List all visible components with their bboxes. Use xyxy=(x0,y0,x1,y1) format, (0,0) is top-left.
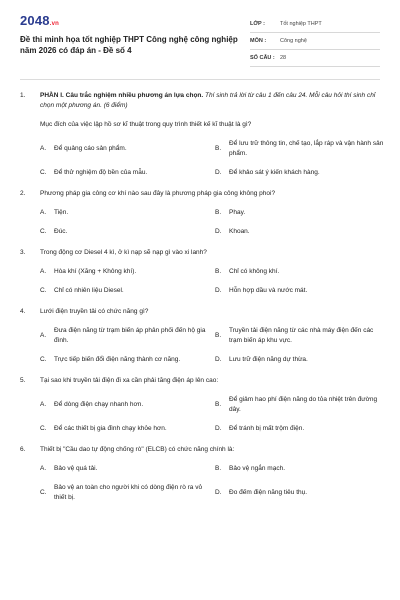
option-letter: B. xyxy=(215,401,222,408)
question-number: 2. xyxy=(20,190,26,197)
logo-text: 2048 xyxy=(20,13,50,28)
option-text: Để lưu trữ thông tin, chế tạo, lắp ráp và vận hành sản phẩm. xyxy=(229,140,384,157)
option-d[interactable] xyxy=(215,227,390,237)
question-number: 5. xyxy=(20,377,26,384)
question-number: 4. xyxy=(20,308,26,315)
option-letter: D. xyxy=(215,425,222,432)
option-b[interactable] xyxy=(215,464,390,474)
question-6 xyxy=(20,445,380,503)
option-a[interactable] xyxy=(40,464,215,474)
question-text: Tại sao khi truyền tải điện đi xa cần phải tăng điện áp lên cao: xyxy=(40,377,219,384)
option-text: Đo đếm điện năng tiêu thụ. xyxy=(229,489,308,496)
option-text: Đưa điện năng từ trạm biến áp phân phối đến hộ gia đình. xyxy=(54,327,206,344)
question-text: Lưới điện truyền tải có chức năng gì? xyxy=(40,308,149,315)
option-text: Để thử nghiệm độ bền của mẫu. xyxy=(54,169,148,176)
option-a[interactable] xyxy=(40,139,215,159)
option-text: Để quảng cáo sản phẩm. xyxy=(54,145,127,152)
meta-value: Công nghệ xyxy=(280,38,307,44)
answer-options xyxy=(40,267,380,296)
header-divider xyxy=(20,79,380,80)
question-row xyxy=(20,248,380,258)
answer-options xyxy=(40,326,380,365)
option-b[interactable] xyxy=(215,267,390,277)
question-3 xyxy=(20,248,380,296)
exam-header xyxy=(20,0,380,67)
question-number: 1. xyxy=(20,92,26,99)
option-letter: A. xyxy=(40,145,47,152)
option-letter: C. xyxy=(40,287,47,294)
option-letter: D. xyxy=(215,489,222,496)
option-c[interactable] xyxy=(40,168,215,178)
meta-label: LỚP : xyxy=(250,21,265,27)
option-text: Bảo vệ an toàn cho người khi có dòng điện rò ra vỏ thiết bị. xyxy=(54,484,203,501)
option-letter: A. xyxy=(40,268,47,275)
option-letter: C. xyxy=(40,356,47,363)
option-a[interactable] xyxy=(40,267,215,277)
meta-value: Tốt nghiệp THPT xyxy=(280,21,322,27)
option-text: Lưu trữ điện năng dự thừa. xyxy=(229,356,308,363)
answer-options xyxy=(40,395,380,434)
option-letter: A. xyxy=(40,332,47,339)
question-row xyxy=(20,445,380,455)
option-d[interactable] xyxy=(215,483,390,503)
option-letter: D. xyxy=(215,169,222,176)
option-b[interactable] xyxy=(215,208,390,218)
option-text: Trực tiếp biến đổi điện năng thành cơ năng. xyxy=(54,356,181,363)
question-row xyxy=(20,307,380,317)
option-text: Để giảm hao phí điện năng do tỏa nhiệt trên đường dây. xyxy=(229,396,378,413)
section-text xyxy=(40,91,380,111)
option-letter: B. xyxy=(215,145,222,152)
option-d[interactable] xyxy=(215,355,390,365)
question-2 xyxy=(20,189,380,237)
option-d[interactable] xyxy=(215,286,390,296)
section-heading xyxy=(20,91,380,111)
option-text: Chỉ có không khí. xyxy=(229,268,280,275)
question-text: Thiết bị "Cầu dao tự động chống rò" (ELCB) có chức năng chính là: xyxy=(40,446,235,453)
question-text: Phương pháp gia công cơ khí nào sau đây là phương pháp gia công không phoi? xyxy=(40,190,276,197)
option-letter: A. xyxy=(40,401,47,408)
question-5 xyxy=(20,376,380,434)
question-row xyxy=(20,189,380,199)
answer-options xyxy=(40,464,380,503)
meta-row-class xyxy=(250,16,380,33)
question-number: 6. xyxy=(20,446,26,453)
option-c[interactable] xyxy=(40,355,215,365)
header-left xyxy=(20,14,250,67)
option-text: Chỉ có nhiên liệu Diesel. xyxy=(54,287,124,294)
meta-row-count xyxy=(250,50,380,67)
option-text: Tiện. xyxy=(54,209,69,216)
meta-row-subject xyxy=(250,33,380,50)
option-letter: C. xyxy=(40,228,47,235)
option-text: Để dòng điện chạy nhanh hơn. xyxy=(54,401,144,408)
option-d[interactable] xyxy=(215,424,390,434)
option-d[interactable] xyxy=(215,168,390,178)
option-text: Phay. xyxy=(229,209,246,216)
option-c[interactable] xyxy=(40,286,215,296)
option-text: Để các thiết bị gia đình chạy khỏe hơn. xyxy=(54,425,167,432)
option-letter: C. xyxy=(40,169,47,176)
option-letter: A. xyxy=(40,465,47,472)
answer-options xyxy=(40,208,380,237)
site-logo[interactable] xyxy=(20,14,250,31)
option-text: Bảo vệ ngắn mạch. xyxy=(229,465,286,472)
option-a[interactable] xyxy=(40,395,215,415)
option-c[interactable] xyxy=(40,424,215,434)
option-text: Để tránh bị mất trộm điện. xyxy=(229,425,305,432)
meta-value: 28 xyxy=(280,55,287,61)
question-number: 3. xyxy=(20,249,26,256)
answer-options xyxy=(40,139,384,178)
option-letter: B. xyxy=(215,268,222,275)
option-c[interactable] xyxy=(40,483,215,503)
option-letter: B. xyxy=(215,332,222,339)
option-text: Truyền tải điện năng từ các nhà máy điện đến các trạm biến áp khu vực. xyxy=(229,327,374,344)
option-text: Hỗn hợp dầu và nước mát. xyxy=(229,287,308,294)
option-letter: A. xyxy=(40,209,47,216)
option-text: Để khảo sát ý kiến khách hàng. xyxy=(229,169,320,176)
option-a[interactable] xyxy=(40,208,215,218)
question-row xyxy=(20,376,380,386)
question-row xyxy=(20,120,380,130)
option-letter: C. xyxy=(40,425,47,432)
option-letter: B. xyxy=(215,209,222,216)
option-text: Hòa khí (Xăng + Không khí). xyxy=(54,268,137,275)
option-b[interactable] xyxy=(215,139,390,159)
option-letter: B. xyxy=(215,465,222,472)
logo-suffix: .vn xyxy=(49,21,60,27)
section-title: PHẦN I. Câu trắc nghiệm nhiều phương án lựa chọn. xyxy=(40,92,204,99)
option-letter: D. xyxy=(215,356,222,363)
section-instruction: Thí sinh trả lời từ câu 1 đến câu 24. Mỗi câu hỏi thí sinh chỉ chọn một phương án. (6 điểm) xyxy=(40,92,376,109)
question-1 xyxy=(20,91,384,178)
meta-label: SỐ CÂU : xyxy=(250,55,275,61)
option-letter: C. xyxy=(40,489,47,496)
option-letter: D. xyxy=(215,228,222,235)
option-text: Khoan. xyxy=(229,228,250,235)
option-letter: D. xyxy=(215,287,222,294)
option-a[interactable] xyxy=(40,326,215,346)
option-text: Đúc. xyxy=(54,228,68,235)
option-b[interactable] xyxy=(215,395,390,415)
question-4 xyxy=(20,307,380,365)
question-text: Trong động cơ Diesel 4 kì, ở kì nạp sẽ nạp gì vào xi lanh? xyxy=(40,249,207,256)
exam-meta xyxy=(250,16,380,67)
option-c[interactable] xyxy=(40,227,215,237)
meta-label: MÔN : xyxy=(250,38,267,44)
option-text: Bảo vệ quá tải. xyxy=(54,465,98,472)
question-text: Mục đích của việc lập hồ sơ kĩ thuật trong quy trình thiết kế kĩ thuật là gì? xyxy=(40,121,252,128)
exam-title: Đề thi minh họa tốt nghiệp THPT Công nghệ công nghiệp năm 2026 có đáp án - Đề số 4 xyxy=(20,35,238,55)
option-b[interactable] xyxy=(215,326,390,346)
question-number-spacer xyxy=(20,120,40,130)
